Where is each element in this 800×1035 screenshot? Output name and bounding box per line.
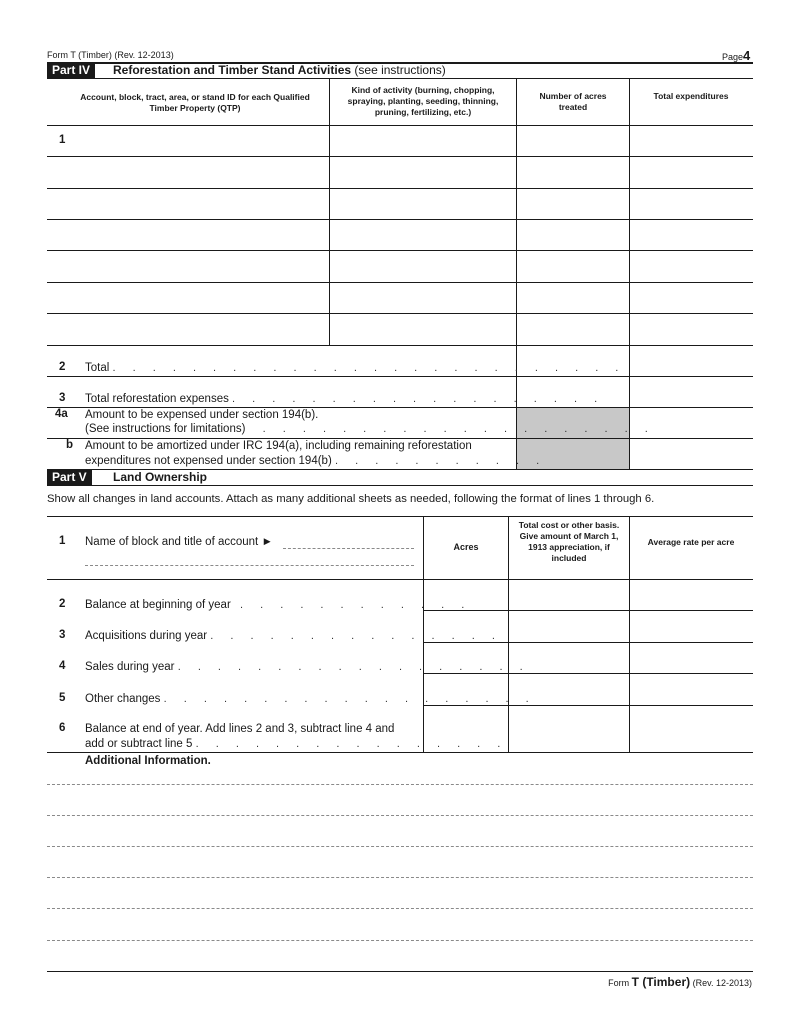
footer-form-name: T (Timber) bbox=[631, 975, 691, 989]
page-number: 4 bbox=[743, 48, 751, 63]
part5-line6-rate-input[interactable] bbox=[630, 706, 752, 752]
part4-line3-text: Total reforestation expenses bbox=[85, 393, 229, 405]
part5-label: Part V bbox=[47, 470, 92, 485]
part5-line6-number: 6 bbox=[59, 722, 66, 734]
part5-line6-text1: Balance at end of year. Add lines 2 and 3, subtract line 4 and bbox=[85, 723, 395, 735]
footer-form-id bbox=[608, 975, 752, 989]
part4-line3-label bbox=[85, 392, 605, 407]
part5-line5-text: Other changes bbox=[85, 693, 161, 705]
part5-line2-acres-input[interactable] bbox=[424, 580, 508, 610]
part5-line2-cost-input[interactable] bbox=[509, 580, 629, 610]
footer-prefix: Form bbox=[608, 978, 630, 988]
part4-line2-label bbox=[85, 361, 626, 376]
form-revision: Form T (Timber) (Rev. 12-2013) bbox=[47, 50, 174, 60]
part5-line3-rate-input[interactable] bbox=[630, 611, 752, 642]
part4-line2-expenditures-input[interactable] bbox=[630, 346, 752, 376]
part5-line2-label bbox=[85, 598, 472, 613]
part5-line4-rate-input[interactable] bbox=[630, 643, 752, 673]
part4-title bbox=[113, 63, 446, 78]
part5-line2-rate-input[interactable] bbox=[630, 580, 752, 610]
leader-dots: . . . . . . . . . . . bbox=[334, 455, 547, 467]
part4-title-suffix: (see instructions) bbox=[354, 63, 446, 77]
part5-line3-number: 3 bbox=[59, 629, 66, 641]
part4-line4a-number: 4a bbox=[55, 408, 68, 420]
part5-line1-number: 1 bbox=[59, 535, 66, 547]
part4-activity-entries[interactable] bbox=[330, 126, 515, 344]
part4-line4b-text1: Amount to be amortized under IRC 194(a), including remaining reforestation bbox=[85, 440, 472, 452]
part5-line6-acres-input[interactable] bbox=[424, 706, 508, 752]
part4-col-expenditures-header: Total expenditures bbox=[653, 91, 729, 101]
part4-label: Part IV bbox=[47, 63, 95, 78]
part5-title: Land Ownership bbox=[113, 470, 208, 484]
part4-col-acres-header: Number of acres treated bbox=[539, 91, 607, 112]
part5-line4-text: Sales during year bbox=[85, 661, 175, 673]
part5-line2-number: 2 bbox=[59, 598, 66, 610]
part5-line3-text: Acquisitions during year bbox=[85, 630, 208, 642]
part5-line5-cost-input[interactable] bbox=[509, 674, 629, 705]
leader-dots: . . . . . . . . . . . . . . . . . . bbox=[177, 661, 530, 673]
part5-table-bottom-rule bbox=[47, 752, 753, 753]
part5-header-rule bbox=[47, 485, 753, 486]
part5-line1-label bbox=[85, 535, 273, 550]
arrow-right-icon: ► bbox=[261, 536, 273, 548]
part5-line5-number: 5 bbox=[59, 692, 66, 704]
part5-line6-label2 bbox=[85, 737, 508, 752]
leader-dots: . . . . . . . . . . . . . . . . . . . . bbox=[262, 423, 655, 435]
part5-line6-text2: add or subtract line 5 bbox=[85, 738, 193, 750]
part4-col-account-header: Account, block, tract, area, or stand ID for each Qualified Timber Property (QTP) bbox=[80, 92, 310, 113]
part4-line3-number: 3 bbox=[59, 392, 66, 404]
part5-line4-number: 4 bbox=[59, 660, 66, 672]
leader-dots: . . . . . . . . . . . . . . . . . . . bbox=[232, 393, 605, 405]
part5-line5-acres-input[interactable] bbox=[424, 674, 508, 705]
additional-info-line[interactable] bbox=[47, 908, 753, 909]
part4-line4a-expenditures-input[interactable] bbox=[630, 408, 752, 438]
part4-line4a-label2 bbox=[85, 422, 655, 437]
part5-instructions: Show all changes in land accounts. Attach as many additional sheets as needed, following the format of lines 1 through 6. bbox=[47, 493, 655, 505]
part4-line4b-expenditures-input[interactable] bbox=[630, 439, 752, 469]
part5-line5-label bbox=[85, 692, 536, 707]
part5-line3-label bbox=[85, 629, 502, 644]
part5-line2-text: Balance at beginning of year bbox=[85, 599, 231, 611]
part5-line6-cost-input[interactable] bbox=[509, 706, 629, 752]
page-label bbox=[722, 48, 750, 63]
additional-info-line[interactable] bbox=[47, 784, 753, 785]
footer-rule bbox=[47, 971, 753, 972]
part4-account-entries[interactable] bbox=[48, 126, 328, 344]
part5-col-acres-header: Acres bbox=[453, 542, 479, 552]
part5-line4-label bbox=[85, 660, 530, 675]
part5-block-name-entry-line[interactable] bbox=[283, 548, 414, 549]
part5-col-rate-header: Average rate per acre bbox=[647, 537, 735, 547]
part5-line4-cost-input[interactable] bbox=[509, 643, 629, 673]
part4-line3-acres-input[interactable] bbox=[517, 377, 628, 407]
leader-dots: . . . . . . . . . . . . . . . . . . . bbox=[163, 693, 536, 705]
additional-info-line[interactable] bbox=[47, 940, 753, 941]
part5-table-top-rule bbox=[47, 516, 753, 517]
additional-information-heading: Additional Information. bbox=[85, 755, 211, 767]
footer-rev: (Rev. 12-2013) bbox=[692, 978, 752, 988]
part5-block-name-entry-line-2[interactable] bbox=[85, 565, 414, 566]
leader-dots: . . . . . . . . . . . . . . . . . . . . . . . . . . bbox=[112, 362, 626, 374]
page-label-text: Page bbox=[722, 52, 744, 62]
part4-line1-number: 1 bbox=[59, 134, 66, 146]
additional-info-line[interactable] bbox=[47, 877, 753, 878]
additional-info-line[interactable] bbox=[47, 815, 753, 816]
part5-line3-cost-input[interactable] bbox=[509, 611, 629, 642]
leader-dots: . . . . . . . . . . . . . . . . bbox=[195, 738, 508, 750]
part5-line1-text: Name of block and title of account bbox=[85, 536, 259, 548]
part4-col-activity-header: Kind of activity (burning, chopping, spraying, planting, seeding, thinning, pruning, fertilizing, etc.) bbox=[347, 85, 499, 117]
part5-line4-acres-input[interactable] bbox=[424, 643, 508, 673]
part4-line2-acres-input[interactable] bbox=[517, 346, 628, 376]
part5-line5-rate-input[interactable] bbox=[630, 674, 752, 705]
part4-line2-number: 2 bbox=[59, 361, 66, 373]
part4-line2-text: Total bbox=[85, 362, 110, 374]
part4-title-text: Reforestation and Timber Stand Activities bbox=[113, 63, 352, 77]
part4-line4b-label2 bbox=[85, 454, 547, 469]
part4-line4a-text1: Amount to be expensed under section 194(b). bbox=[85, 409, 319, 421]
part4-expenditure-entries[interactable] bbox=[630, 126, 752, 344]
part4-line4b-text2: expenditures not expensed under section 194(b) bbox=[85, 455, 332, 467]
part4-line4b-number: b bbox=[66, 439, 74, 451]
leader-dots: . . . . . . . . . . . . . . . bbox=[210, 630, 502, 642]
part4-line3-expenditures-input[interactable] bbox=[630, 377, 752, 407]
part5-line3-acres-input[interactable] bbox=[424, 611, 508, 642]
part4-acres-entries[interactable] bbox=[517, 126, 628, 344]
additional-info-line[interactable] bbox=[47, 846, 753, 847]
part4-header-top-rule bbox=[47, 78, 753, 79]
part4-line4a-text2: (See instructions for limitations) bbox=[85, 423, 246, 435]
part5-col-cost-header: Total cost or other basis. Give amount of March 1, 1913 appreciation, if included bbox=[518, 520, 620, 563]
leader-dots: . . . . . . . . . . . . bbox=[239, 599, 472, 611]
